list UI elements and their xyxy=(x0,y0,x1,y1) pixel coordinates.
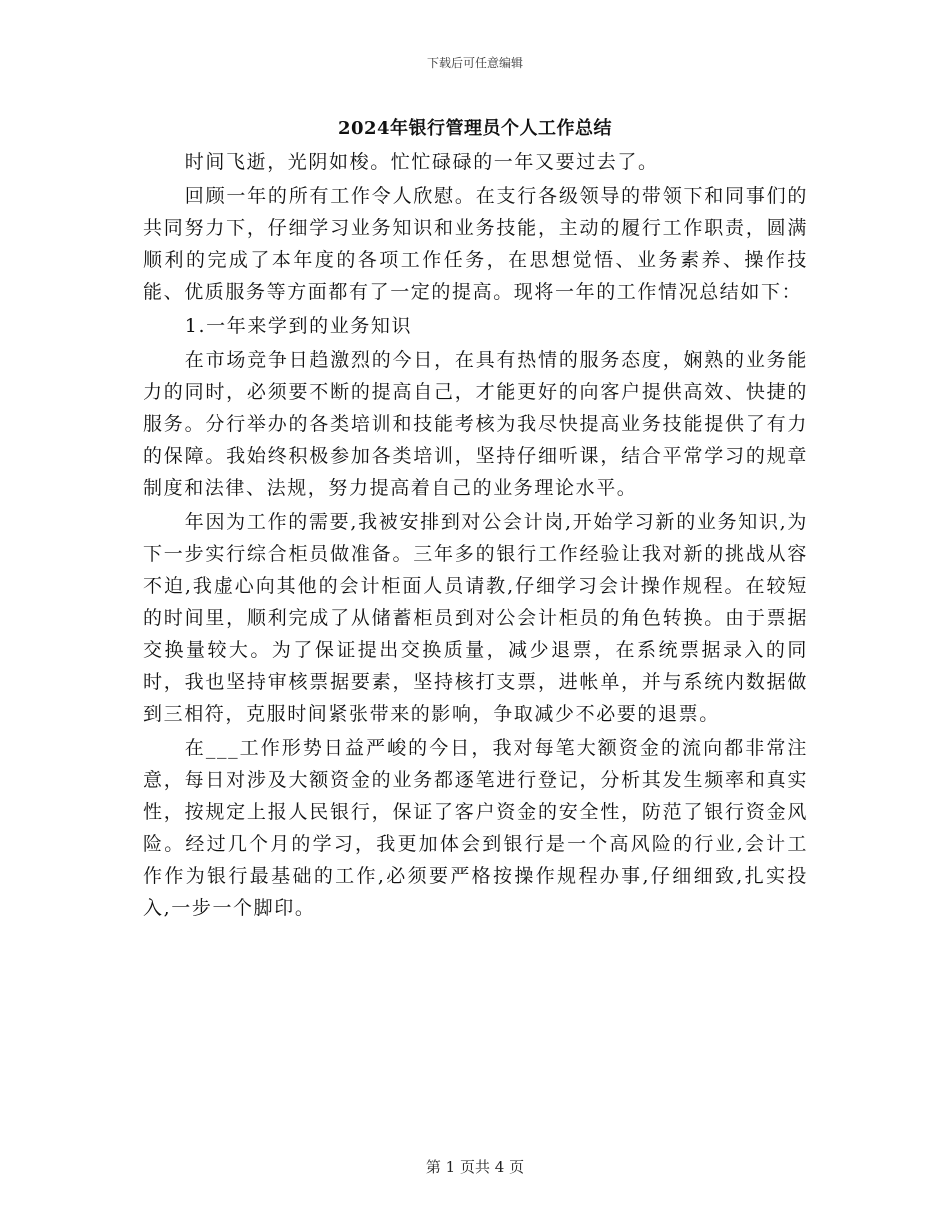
section-heading-1: 1.一年来学到的业务知识 xyxy=(184,315,413,337)
document-body xyxy=(143,146,808,924)
document-title: 2024年银行管理员个人工作总结 xyxy=(337,118,613,139)
paragraph-review: 回顾一年的所有工作令人欣慰。在支行各级领导的带领下和同事们的共同努力下，仔细学习业务知识和业务技能，主动的履行工作职责，圆满顺利的完成了本年度的各项工作任务，在思想觉悟、业务素养、操作技能、优质服务等方面都有了一定的提高。现将一年的工作情况总结如下： xyxy=(143,185,808,303)
paragraph-risk: 在___工作形势日益严峻的今日，我对每笔大额资金的流向都非常注意，每日对涉及大额资金的业务都逐笔进行登记，分析其发生频率和真实性，按规定上报人民银行，保证了客户资金的安全性，防范了银行资金风险。经过几个月的学习，我更加体会到银行是一个高风险的行业,会计工作作为银行最基础的工作,必须要严格按操作规程办事,仔细细致,扎实投入,一步一个脚印。 xyxy=(143,737,808,919)
page-number: 第 1 页共 4 页 xyxy=(425,1158,525,1176)
page-header-note: 下载后可任意编辑 xyxy=(426,56,523,70)
paragraph-role-change: 年因为工作的需要,我被安排到对公会计岗,开始学习新的业务知识,为下一步实行综合柜员做准备。三年多的银行工作经验让我对新的挑战从容不迫,我虚心向其他的会计柜面人员请教,仔细学习会计操作规程。在较短的时间里，顺利完成了从储蓄柜员到对公会计柜员的角色转换。由于票据交换量较大。为了保证提出交换质量，减少退票，在系统票据录入的同时，我也坚持审核票据要素，坚持核打支票，进帐单，并与系统内数据做到三相符，克服时间紧张带来的影响，争取减少不必要的退票。 xyxy=(143,511,808,725)
paragraph-training: 在市场竞争日趋激烈的今日，在具有热情的服务态度，娴熟的业务能力的同时，必须要不断的提高自己，才能更好的向客户提供高效、快捷的服务。分行举办的各类培训和技能考核为我尽快提高业务技能提供了有力的保障。我始终积极参加各类培训，坚持仔细听课，结合平常学习的规章制度和法律、法规，努力提高着自己的业务理论水平。 xyxy=(143,349,808,499)
paragraph-intro: 时间飞逝，光阴如梭。忙忙碌碌的一年又要过去了。 xyxy=(184,151,659,173)
